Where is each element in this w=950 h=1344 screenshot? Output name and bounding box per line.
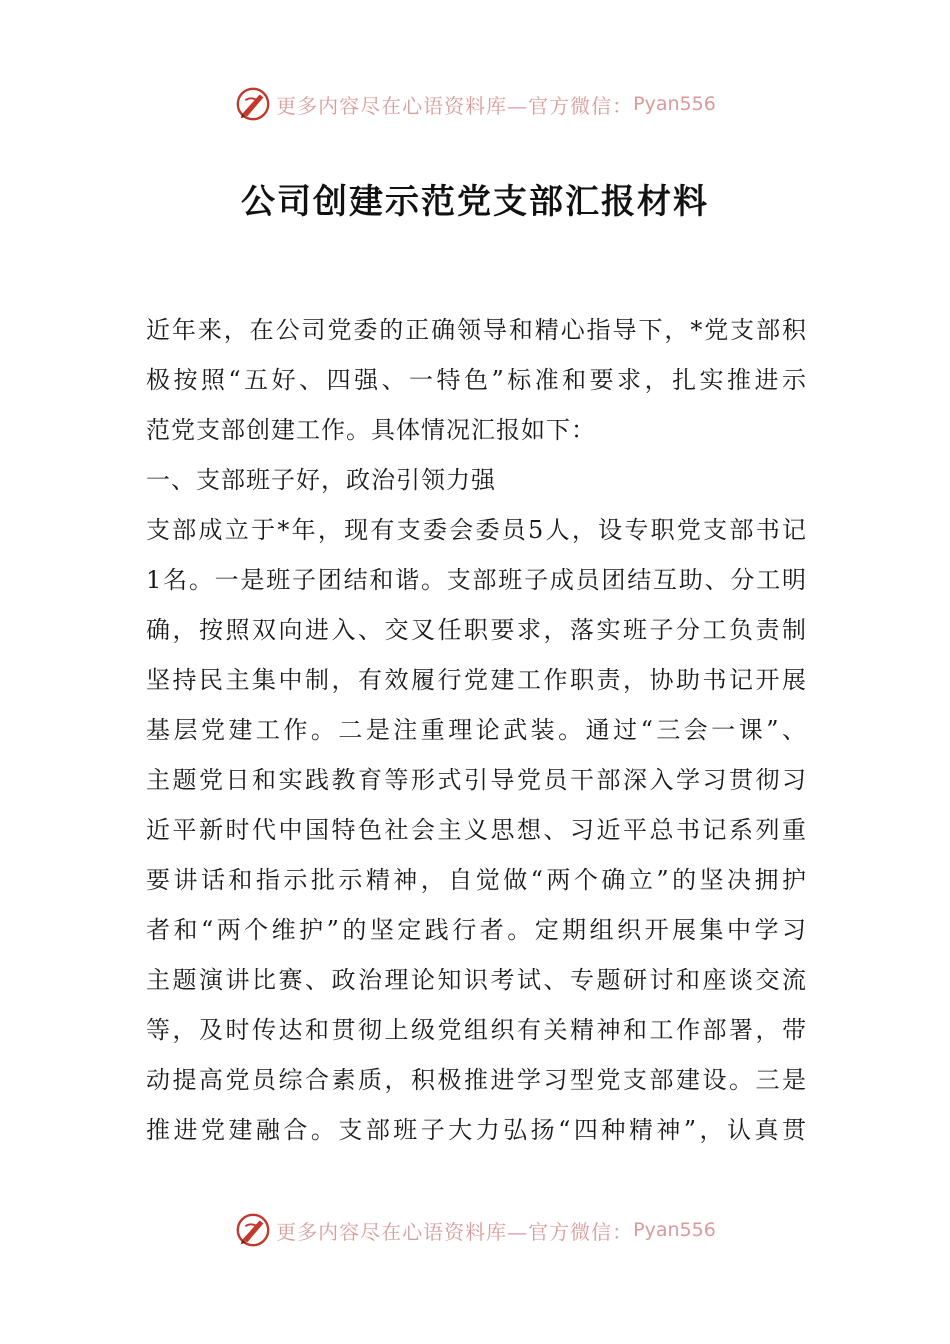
body-line: 主题党日和实践教育等形式引导党员干部深入学习贯彻习 — [146, 766, 806, 794]
body-line: 要讲话和指示批示精神，自觉做“两个确立”的坚决拥护 — [146, 866, 806, 894]
body-line: 者和“两个维护”的坚定践行者。定期组织开展集中学习 — [146, 916, 806, 944]
watermark-header — [0, 82, 950, 126]
body-line: 等，及时传达和贯彻上级党组织有关精神和工作部署，带 — [146, 1016, 806, 1044]
body-line: 确，按照双向进入、交叉任职要求，落实班子分工负责制 — [146, 616, 806, 644]
body-line: 支部成立于*年，现有支委会委员5人，设专职党支部书记 — [146, 516, 806, 544]
watermark-footer — [0, 1208, 950, 1252]
watermark-text: 更多内容尽在心语资料库—官方微信： — [276, 93, 634, 118]
pen-logo-icon — [234, 85, 272, 123]
pen-logo-icon — [234, 1211, 272, 1249]
body-line: 推进党建融合。支部班子大力弘扬“四种精神”，认真贯 — [146, 1116, 806, 1144]
body-line: 坚持民主集中制，有效履行党建工作职责，协助书记开展 — [146, 666, 806, 694]
body-line: 主题演讲比赛、政治理论知识考试、专题研讨和座谈交流 — [146, 966, 806, 994]
body-line: 极按照“五好、四强、一特色”标准和要求，扎实推进示 — [146, 366, 806, 394]
document-title: 公司创建示范党支部汇报材料 — [241, 182, 709, 222]
body-line: 基层党建工作。二是注重理论武装。通过“三会一课”、 — [146, 716, 806, 744]
watermark-handle: Pyan556 — [633, 93, 716, 115]
body-line: 动提高党员综合素质，积极推进学习型党支部建设。三是 — [146, 1066, 806, 1094]
body-line: 范党支部创建工作。具体情况汇报如下： — [146, 416, 596, 444]
document-body — [146, 305, 806, 1155]
body-line: 近平新时代中国特色社会主义思想、习近平总书记系列重 — [146, 816, 806, 844]
body-line: 1名。一是班子团结和谐。支部班子成员团结互助、分工明 — [146, 566, 806, 594]
watermark-text: 更多内容尽在心语资料库—官方微信： — [276, 1219, 634, 1244]
watermark-handle: Pyan556 — [633, 1219, 716, 1241]
body-line: 近年来，在公司党委的正确领导和精心指导下，*党支部积 — [146, 316, 806, 344]
section-heading: 一、支部班子好，政治引领力强 — [146, 466, 496, 494]
